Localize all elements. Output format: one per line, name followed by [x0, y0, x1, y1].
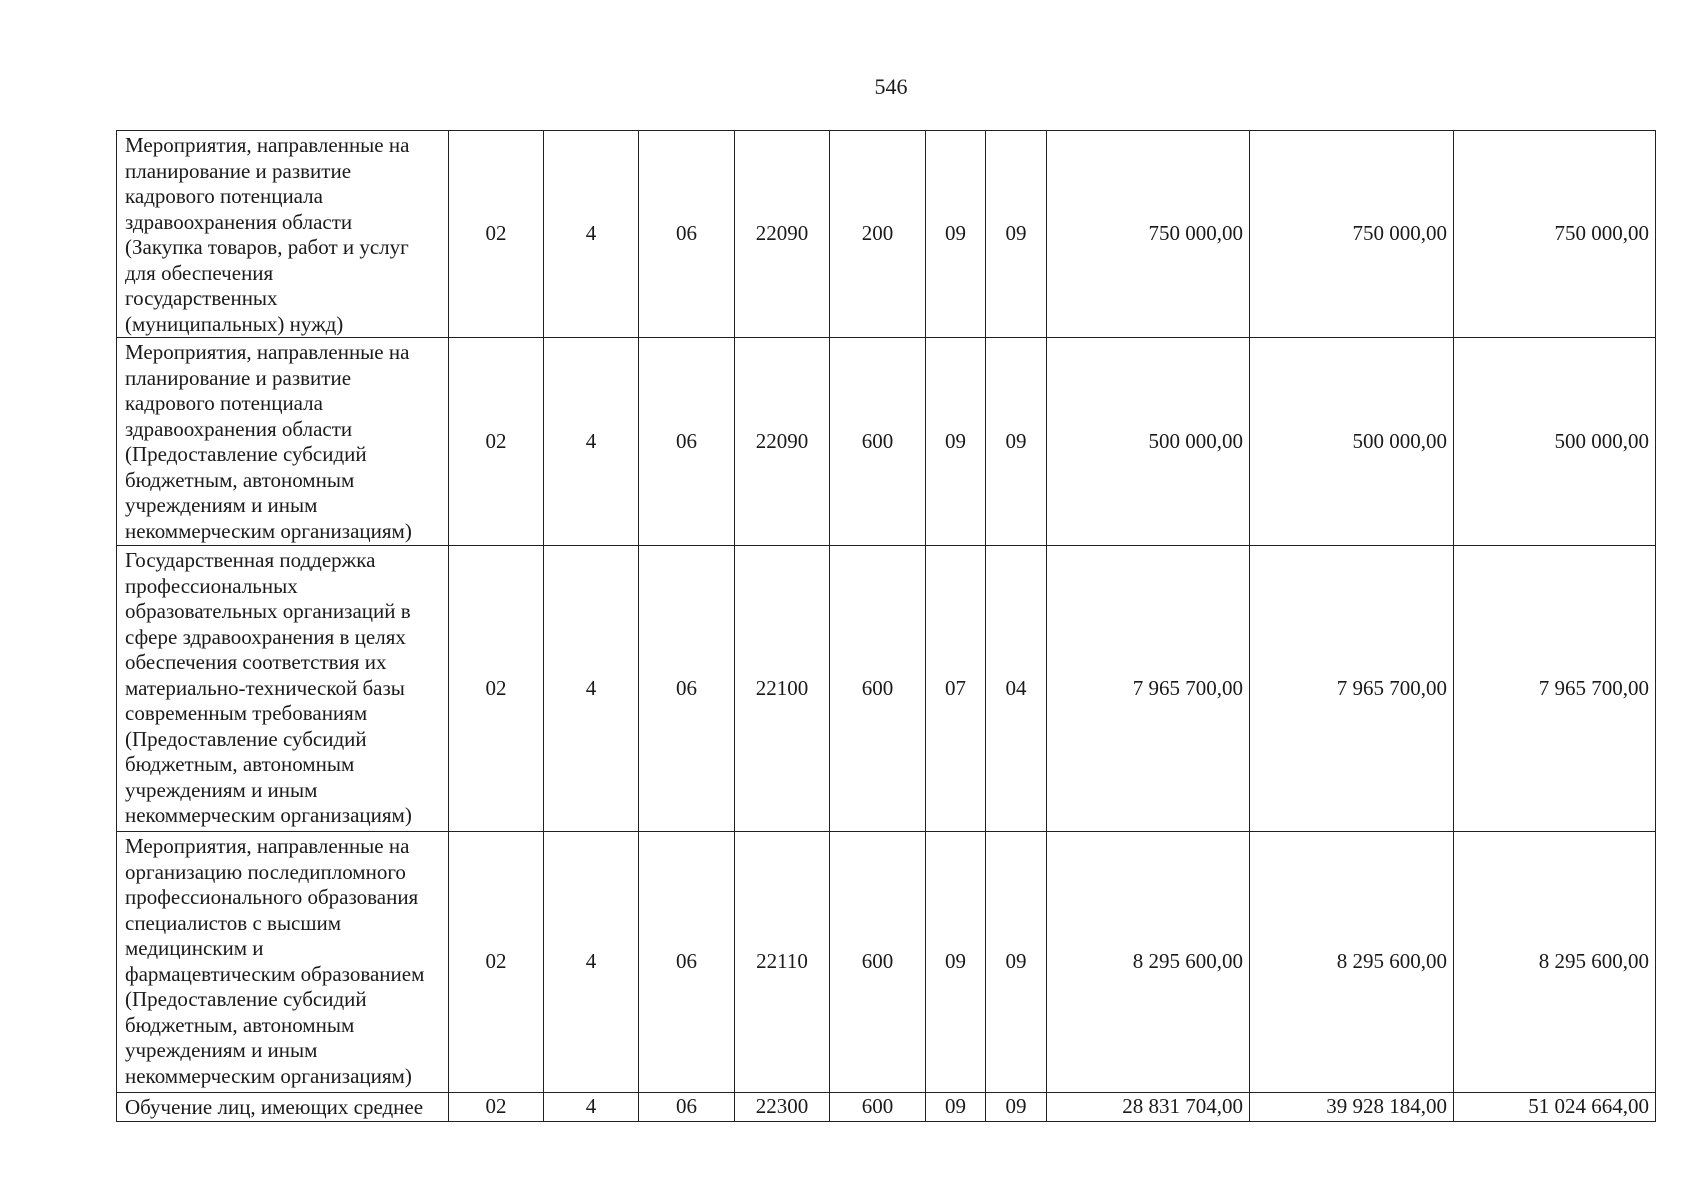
amount-year-3: 7 965 700,00 — [1454, 546, 1656, 832]
description-line: Мероприятия, направленные на — [125, 834, 410, 858]
direction-code: 22100 — [735, 546, 830, 832]
description-line: для обеспечения — [125, 260, 274, 285]
amount-year-2: 8 295 600,00 — [1250, 832, 1454, 1093]
program-code: 02 — [449, 1093, 544, 1122]
section-code: 09 — [926, 1093, 986, 1122]
amount-year-2: 7 965 700,00 — [1250, 546, 1454, 832]
description-line: обеспечения соответствия их — [125, 650, 387, 674]
table-row — [117, 131, 1656, 338]
amount-year-3: 8 295 600,00 — [1454, 832, 1656, 1093]
row-description — [117, 546, 449, 832]
expense-type-code: 600 — [830, 338, 926, 546]
description-line: Мероприятия, направленные на — [125, 340, 410, 364]
expense-type-code: 600 — [830, 832, 926, 1093]
table-row — [117, 832, 1656, 1093]
description-line: учреждениям и иным — [125, 777, 318, 802]
description-line: государственных — [125, 286, 278, 310]
description-line: Обучение лиц, имеющих среднее — [125, 1095, 424, 1119]
description-line: Мероприятия, направленные на — [125, 133, 410, 157]
description-line: образовательных организаций в — [125, 599, 411, 623]
subsection-code: 09 — [986, 338, 1047, 546]
row-description — [117, 832, 449, 1093]
amount-year-3: 500 000,00 — [1454, 338, 1656, 546]
subsection-code: 09 — [986, 1093, 1047, 1122]
main-activity-code: 06 — [639, 832, 735, 1093]
description-line: некоммерческим организациям) — [125, 518, 412, 543]
amount-year-1: 7 965 700,00 — [1047, 546, 1250, 832]
direction-code: 22300 — [735, 1093, 830, 1122]
description-line: профессиональных — [125, 573, 298, 598]
amount-year-3: 750 000,00 — [1454, 131, 1656, 338]
subprogram-code: 4 — [544, 131, 639, 338]
description-line: (Закупка товаров, работ и услуг — [125, 235, 409, 259]
row-description — [117, 1093, 449, 1122]
amount-year-1: 750 000,00 — [1047, 131, 1250, 338]
program-code: 02 — [449, 546, 544, 832]
description-line: Государственная поддержка — [125, 548, 376, 572]
main-activity-code: 06 — [639, 338, 735, 546]
description-line: некоммерческим организациям) — [125, 1063, 412, 1088]
page-number: 546 — [874, 74, 908, 99]
amount-year-3: 51 024 664,00 — [1454, 1093, 1656, 1122]
main-activity-code: 06 — [639, 546, 735, 832]
amount-year-1: 28 831 704,00 — [1047, 1093, 1250, 1122]
table-body — [117, 131, 1656, 1122]
table-row — [117, 1093, 1656, 1122]
amount-year-1: 500 000,00 — [1047, 338, 1250, 546]
program-code: 02 — [449, 338, 544, 546]
description-line: здравоохранения области — [125, 209, 353, 234]
expense-type-code: 600 — [830, 546, 926, 832]
description-line: бюджетным, автономным — [125, 1012, 355, 1037]
subsection-code: 09 — [986, 131, 1047, 338]
description-line: бюджетным, автономным — [125, 752, 355, 776]
description-line: (Предоставление субсидий — [125, 987, 367, 1011]
description-line: кадрового потенциала — [125, 184, 323, 208]
subsection-code: 09 — [986, 832, 1047, 1093]
section-code: 09 — [926, 338, 986, 546]
description-line: медицинским и — [125, 936, 264, 960]
section-code: 09 — [926, 832, 986, 1093]
description-line: кадрового потенциала — [125, 391, 323, 415]
description-line: (муниципальных) нужд) — [125, 311, 344, 336]
main-activity-code: 06 — [639, 131, 735, 338]
main-activity-code: 06 — [639, 1093, 735, 1122]
subsection-code: 04 — [986, 546, 1047, 832]
description-line: современным требованиям — [125, 701, 368, 725]
table-row — [117, 546, 1656, 832]
row-description — [117, 131, 449, 338]
description-line: бюджетным, автономным — [125, 467, 355, 492]
description-line: сфере здравоохранения в целях — [125, 624, 406, 649]
program-code: 02 — [449, 832, 544, 1093]
description-line: некоммерческим организациям) — [125, 803, 412, 827]
amount-year-2: 39 928 184,00 — [1250, 1093, 1454, 1122]
amount-year-2: 500 000,00 — [1250, 338, 1454, 546]
expense-type-code: 600 — [830, 1093, 926, 1122]
description-line: учреждениям и иным — [125, 493, 318, 517]
table-row — [117, 338, 1656, 546]
description-line: специалистов с высшим — [125, 910, 342, 935]
description-line: материально-технической базы — [125, 675, 405, 700]
section-code: 07 — [926, 546, 986, 832]
description-line: фармацевтическим образованием — [125, 961, 425, 986]
direction-code: 22090 — [735, 131, 830, 338]
description-line: (Предоставление субсидий — [125, 726, 367, 751]
budget-table — [116, 130, 1656, 1122]
subprogram-code: 4 — [544, 832, 639, 1093]
description-line: планирование и развитие — [125, 158, 352, 183]
description-line: организацию последипломного — [125, 859, 406, 884]
direction-code: 22110 — [735, 832, 830, 1093]
subprogram-code: 4 — [544, 1093, 639, 1122]
subprogram-code: 4 — [544, 546, 639, 832]
description-line: здравоохранения области — [125, 416, 353, 441]
amount-year-2: 750 000,00 — [1250, 131, 1454, 338]
description-line: учреждениям и иным — [125, 1038, 318, 1062]
description-line: (Предоставление субсидий — [125, 442, 367, 466]
subprogram-code: 4 — [544, 338, 639, 546]
description-line: профессионального образования — [125, 885, 419, 909]
program-code: 02 — [449, 131, 544, 338]
direction-code: 22090 — [735, 338, 830, 546]
section-code: 09 — [926, 131, 986, 338]
description-line: планирование и развитие — [125, 365, 352, 390]
row-description — [117, 338, 449, 546]
expense-type-code: 200 — [830, 131, 926, 338]
amount-year-1: 8 295 600,00 — [1047, 832, 1250, 1093]
